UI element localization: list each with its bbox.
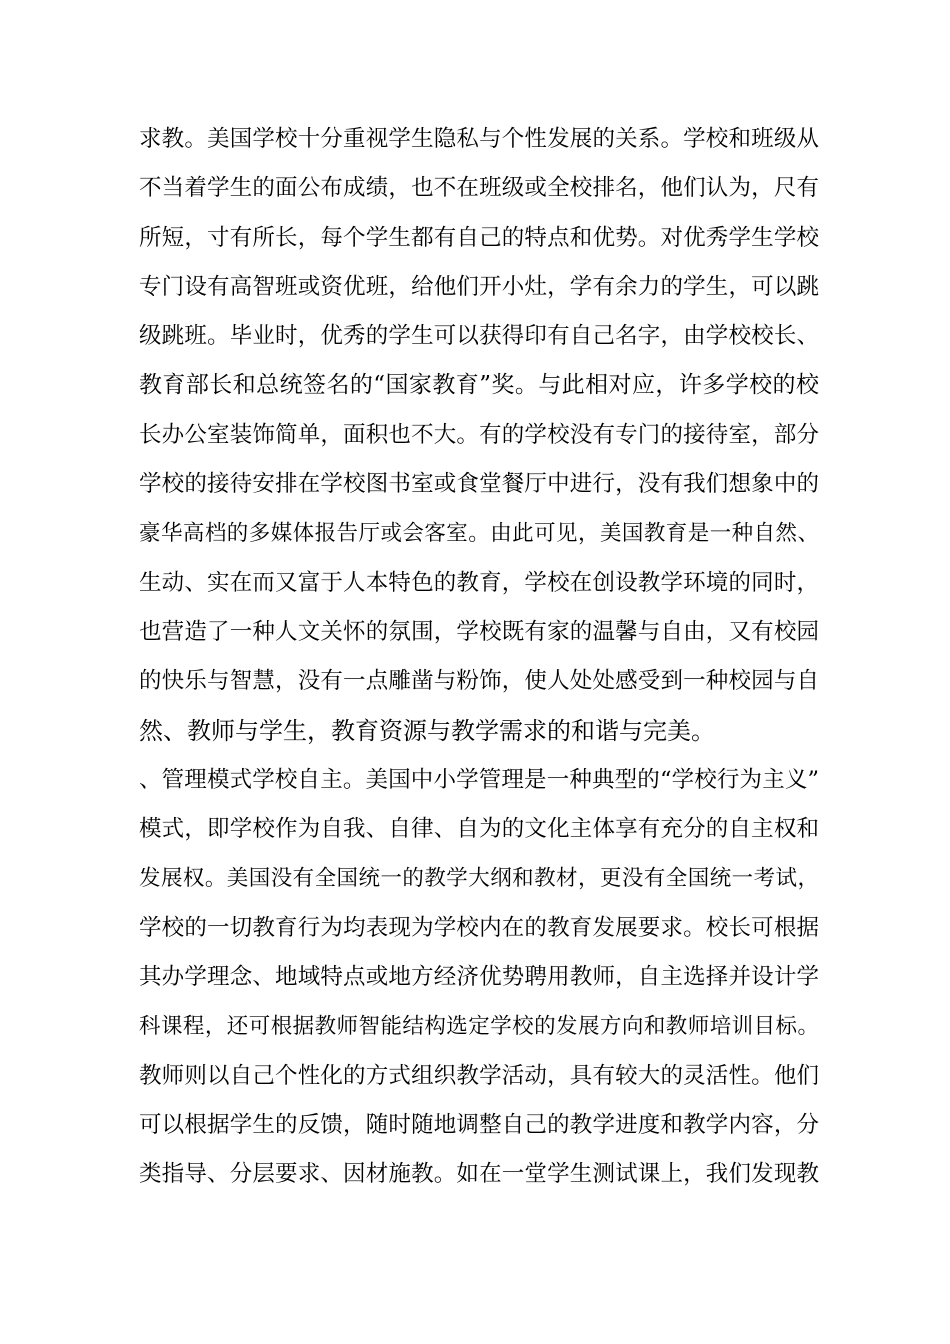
text-line: 然、教师与学生，教育资源与教学需求的和谐与完美。: [139, 716, 715, 745]
text-line: 可以根据学生的反馈，随时随地调整自己的教学进度和教学内容，分: [139, 1111, 819, 1138]
text-line: 豪华高档的多媒体报告厅或会客室。由此可见，美国教育是一种自然、: [139, 521, 819, 547]
text-line: 科课程，还可根据教师智能结构选定学校的发展方向和教师培训目标。: [139, 1014, 819, 1040]
text-line: 模式，即学校作为自我、自律、自为的文化主体享有充分的自主权和: [139, 816, 819, 843]
text-line: 教师则以自己个性化的方式组织教学活动，具有较大的灵活性。他们: [139, 1062, 819, 1089]
text-line: 不当着学生的面公布成绩，也不在班级或全校排名，他们认为，尺有: [139, 175, 819, 202]
text-line: 教育部长和总统签名的“国家教育”奖。与此相对应，许多学校的校: [139, 372, 819, 399]
text-line: 级跳班。毕业时，优秀的学生可以获得印有自己名字，由学校校长、: [139, 323, 819, 350]
text-line: 的快乐与智慧，没有一点雕凿与粉饰，使人处处感受到一种校园与自: [139, 668, 819, 695]
text-line: 其办学理念、地域特点或地方经济优势聘用教师，自主选择并设计学: [139, 964, 819, 991]
text-line: 发展权。美国没有全国统一的教学大纲和教材，更没有全国统一考试，: [139, 866, 819, 892]
text-line: 所短，寸有所长，每个学生都有自己的特点和优势。对优秀学生学校: [139, 224, 819, 251]
text-line: 也营造了一种人文关怀的氛围，学校既有家的温馨与自由，又有校园: [139, 618, 819, 645]
text-line: 长办公室装饰简单，面积也不大。有的学校没有专门的接待室，部分: [139, 421, 819, 448]
text-line: 学校的一切教育行为均表现为学校内在的教育发展要求。校长可根据: [139, 914, 819, 941]
body-text: [139, 115, 819, 1200]
text-line: 生动、实在而又富于人本特色的教育，学校在创设教学环境的同时，: [139, 569, 819, 596]
text-line: 学校的接待安排在学校图书室或食堂餐厅中进行，没有我们想象中的: [139, 471, 819, 498]
text-line: 求教。美国学校十分重视学生隐私与个性发展的关系。学校和班级从: [139, 126, 819, 152]
text-line: 专门设有高智班或资优班，给他们开小灶，学有余力的学生，可以跳: [139, 273, 819, 300]
text-line: 、管理模式学校自主。美国中小学管理是一种典型的“学校行为主义”: [139, 766, 819, 793]
text-line: 类指导、分层要求、因材施教。如在一堂学生测试课上，我们发现教: [139, 1161, 819, 1188]
